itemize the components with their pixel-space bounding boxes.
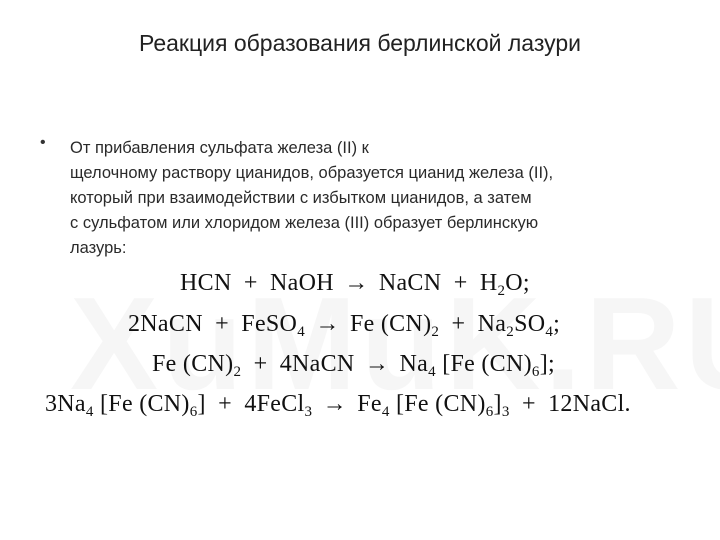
plus-sign: + — [451, 311, 466, 337]
plus-sign: + — [453, 270, 468, 296]
equation-4 — [45, 391, 631, 418]
subscript: 2 — [497, 283, 506, 299]
formula-part: Fe (CN) — [349, 311, 432, 337]
text-line: От прибавления сульфата железа (II) к — [70, 139, 369, 157]
text-line: который при взаимодействии с избытком цианидов, а затем — [70, 189, 532, 207]
formula — [477, 311, 561, 340]
subscript: 4 — [85, 404, 94, 420]
formula-part: ; — [553, 311, 561, 337]
subscript: 2 — [506, 324, 515, 340]
formula — [357, 391, 510, 420]
equation-2 — [128, 311, 560, 338]
formula-part: FeSO — [241, 311, 298, 337]
formula: 12NaCl. — [548, 391, 631, 417]
subscript: 4 — [428, 364, 436, 380]
formula — [479, 270, 530, 299]
formula — [241, 311, 305, 340]
formula-part: [Fe (CN) — [435, 351, 532, 377]
text-line: щелочному раствору цианидов, образуется цианид железа (II), — [70, 164, 554, 182]
formula-part: SO — [514, 311, 546, 337]
subscript: 6 — [189, 404, 198, 420]
formula-part: ] — [197, 391, 206, 417]
formula-part: Fe — [357, 391, 382, 417]
plus-sign: + — [215, 311, 229, 337]
formula: 2NaCN — [128, 311, 203, 337]
formula: NaOH — [270, 270, 334, 296]
formula — [45, 391, 206, 420]
plus-sign: + — [253, 351, 268, 377]
bullet-text — [70, 136, 690, 261]
reaction-arrow: → — [364, 351, 390, 377]
subscript: 3 — [304, 404, 313, 420]
reaction-arrow: → — [344, 270, 369, 296]
subscript: 3 — [501, 404, 510, 420]
formula — [399, 351, 555, 380]
plus-sign: + — [218, 391, 232, 417]
subscript: 6 — [485, 404, 494, 420]
formula: NaCN — [378, 270, 442, 296]
formula-part: 4FeCl — [244, 391, 305, 417]
subscript: 4 — [545, 324, 554, 340]
reaction-arrow: → — [315, 311, 340, 337]
bullet-marker: • — [40, 134, 46, 151]
formula-part: ] — [493, 391, 502, 417]
formula-part: O; — [505, 270, 530, 296]
subscript: 4 — [381, 404, 390, 420]
subscript: 2 — [233, 364, 242, 380]
formula-part: Na — [477, 311, 507, 337]
formula — [349, 311, 440, 340]
formula-part: 3Na — [45, 391, 86, 417]
slide-title: Реакция образования берлинской лазури — [138, 30, 581, 56]
formula: HCN — [180, 270, 232, 296]
subscript: 6 — [531, 364, 540, 380]
plus-sign: + — [521, 391, 536, 417]
text-line: лазурь: — [70, 239, 127, 257]
formula-part: Fe (CN) — [152, 351, 234, 377]
formula-part: Na — [399, 351, 429, 377]
text-line: с сульфатом или хлоридом железа (III) образует берлинскую — [70, 214, 539, 232]
plus-sign: + — [243, 270, 258, 296]
subscript: 2 — [431, 324, 440, 340]
equation-3 — [152, 351, 555, 378]
formula-part: [Fe (CN) — [389, 391, 486, 417]
formula-part: [Fe (CN) — [93, 391, 190, 417]
equation-1 — [180, 270, 530, 297]
formula — [152, 351, 242, 380]
formula-part: H — [479, 270, 498, 296]
formula: 4NaCN — [279, 351, 355, 377]
formula-part: ]; — [539, 351, 555, 377]
formula — [244, 391, 313, 420]
subscript: 4 — [297, 324, 305, 340]
reaction-arrow: → — [322, 391, 347, 417]
